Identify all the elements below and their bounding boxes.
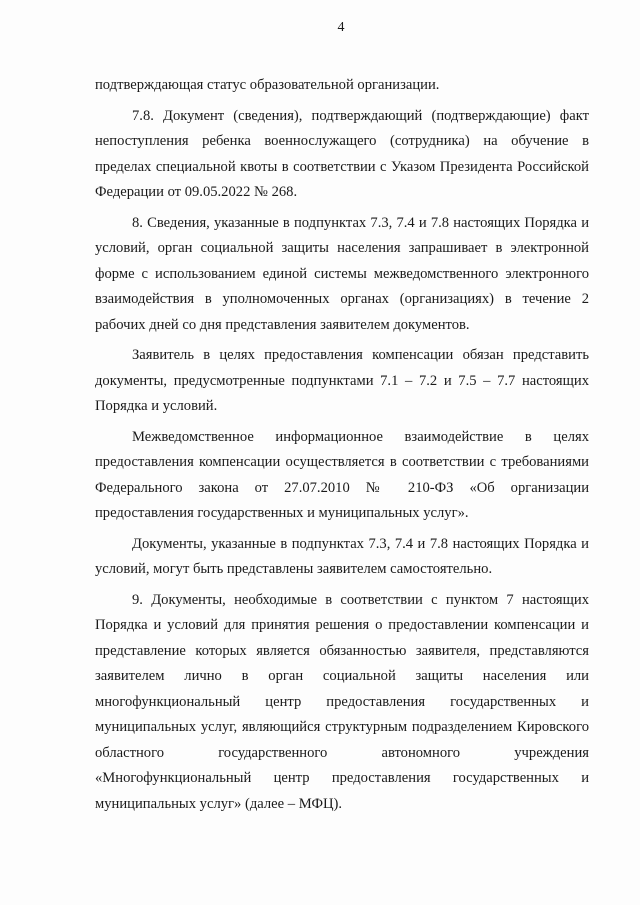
paragraph-continuation: подтверждающая статус образовательной организации. — [95, 77, 440, 93]
paragraph-applicant-obligation: Заявитель в целях предоставления компенсации обязан представить документы, предусмотренные подпунктами 7.1 – 7.2 и 7.5 – 7.7 настоящих Порядка и условий. — [95, 347, 589, 414]
paragraph-self-submission: Документы, указанные в подпунктах 7.3, 7.4 и 7.8 настоящих Порядка и условий, могут быть представлены заявителем самостоятельно. — [95, 535, 589, 577]
paragraph-8: 8. Сведения, указанные в подпунктах 7.3, 7.4 и 7.8 настоящих Порядка и условий, орган социальной защиты населения запрашивает в электронной форме с использованием единой системы межведомственного электронного взаимодействия в уполномоченных органах (организациях) в течение 2 рабочих дней со дня представления заявителем документов. — [95, 214, 589, 333]
paragraph-9: 9. Документы, необходимые в соответствии с пунктом 7 настоящих Порядка и условий для принятия решения о предоставлении компенсации и представление которых является обязанностью заявителя, представляются заявителем лично в орган социальной защиты населения или многофункциональный центр предоставления государственных и муниципальных услуг, являющийся структурным подразделением Кировского областного государственного автономного учреждения «Многофункциональный центр предоставления государственных и муниципальных услуг» (далее – МФЦ). — [95, 591, 589, 812]
document-body — [95, 73, 589, 817]
paragraph-interagency-interaction: Межведомственное информационное взаимодействие в целях предоставления компенсации осуществляется в соответствии с требованиями Федерального закона от 27.07.2010 № 210-ФЗ «Об организации предоставления государственных и муниципальных услуг». — [95, 428, 589, 521]
paragraph-7-8: 7.8. Документ (сведения), подтверждающий (подтверждающие) факт непоступления ребенка военнослужащего (сотрудника) на обучение в пределах специальной квоты в соответствии с Указом Президента Российской Федерации от 09.05.2022 № 268. — [95, 107, 589, 200]
page-number: 4 — [337, 20, 345, 35]
